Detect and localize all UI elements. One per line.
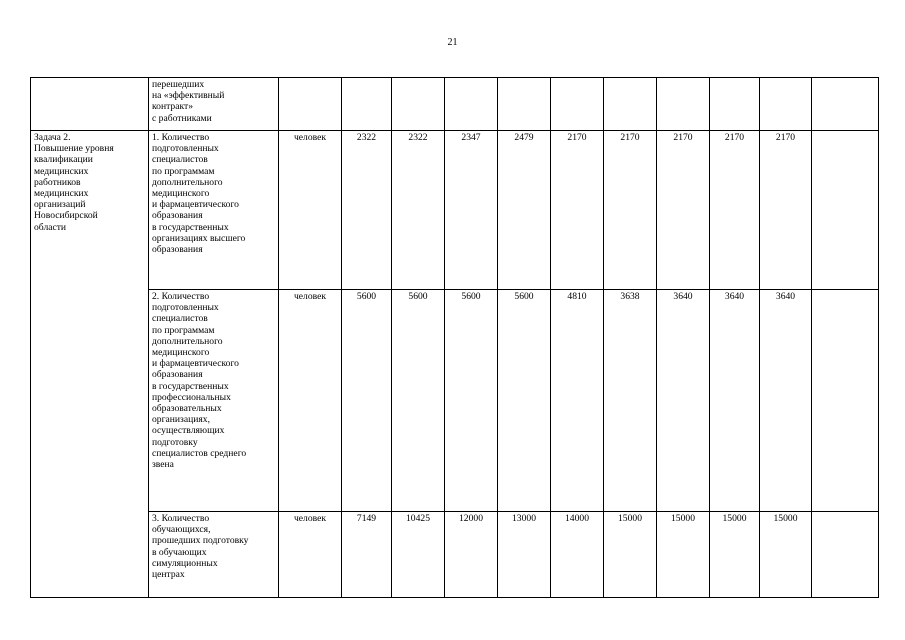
value-cell [392,78,445,131]
value-cell: 2170 [657,131,710,290]
value-cell: 2479 [498,131,551,290]
unit-cell [279,78,342,131]
value-cell: 2170 [551,131,604,290]
indicator-cell: 1. Количество подготовленных специалистов по программам дополнительного медицинского и фармацевтического образования в государственных организациях высшего образования [149,131,279,290]
value-cell [760,78,812,131]
indicator-cell: перешедших на «эффективный контракт» с работниками [149,78,279,131]
value-cell: 12000 [445,512,498,598]
value-cell: 2322 [392,131,445,290]
value-cell [342,78,392,131]
value-cell: 7149 [342,512,392,598]
extra-cell [812,512,879,598]
value-cell [604,78,657,131]
value-cell: 14000 [551,512,604,598]
value-cell [657,78,710,131]
value-cell: 13000 [498,512,551,598]
unit-cell: человек [279,512,342,598]
value-cell [445,78,498,131]
unit-cell: человек [279,290,342,512]
indicator-cell: 2. Количество подготовленных специалистов по программам дополнительного медицинского и фармацевтического образования в государственных профессиональных образовательных организациях, осуществляющих подготовку специалистов среднего звена [149,290,279,512]
indicator-cell: 3. Количество обучающихся, прошедших подготовку в обучающих симуляционных центрах [149,512,279,598]
value-cell: 15000 [710,512,760,598]
value-cell: 15000 [604,512,657,598]
indicators-table [30,77,879,598]
value-cell: 5600 [392,290,445,512]
value-cell: 5600 [445,290,498,512]
value-cell: 2170 [710,131,760,290]
value-cell: 2170 [760,131,812,290]
page-number: 21 [447,37,458,48]
value-cell: 10425 [392,512,445,598]
value-cell: 3638 [604,290,657,512]
value-cell [498,78,551,131]
task-cell [31,78,149,131]
value-cell: 3640 [657,290,710,512]
table-row [31,290,879,512]
table-row-continuation [31,78,879,131]
table-row [31,131,879,290]
value-cell: 5600 [498,290,551,512]
value-cell: 2170 [604,131,657,290]
task-2-cell: Задача 2. Повышение уровня квалификации медицинских работников медицинских организаций Новосибирской области [31,131,149,598]
extra-cell [812,290,879,512]
value-cell: 5600 [342,290,392,512]
value-cell: 4810 [551,290,604,512]
extra-cell [812,78,879,131]
value-cell: 2347 [445,131,498,290]
value-cell: 2322 [342,131,392,290]
value-cell [551,78,604,131]
table-row [31,512,879,598]
extra-cell [812,131,879,290]
unit-cell: человек [279,131,342,290]
value-cell: 15000 [760,512,812,598]
value-cell: 15000 [657,512,710,598]
value-cell: 3640 [710,290,760,512]
value-cell [710,78,760,131]
value-cell: 3640 [760,290,812,512]
